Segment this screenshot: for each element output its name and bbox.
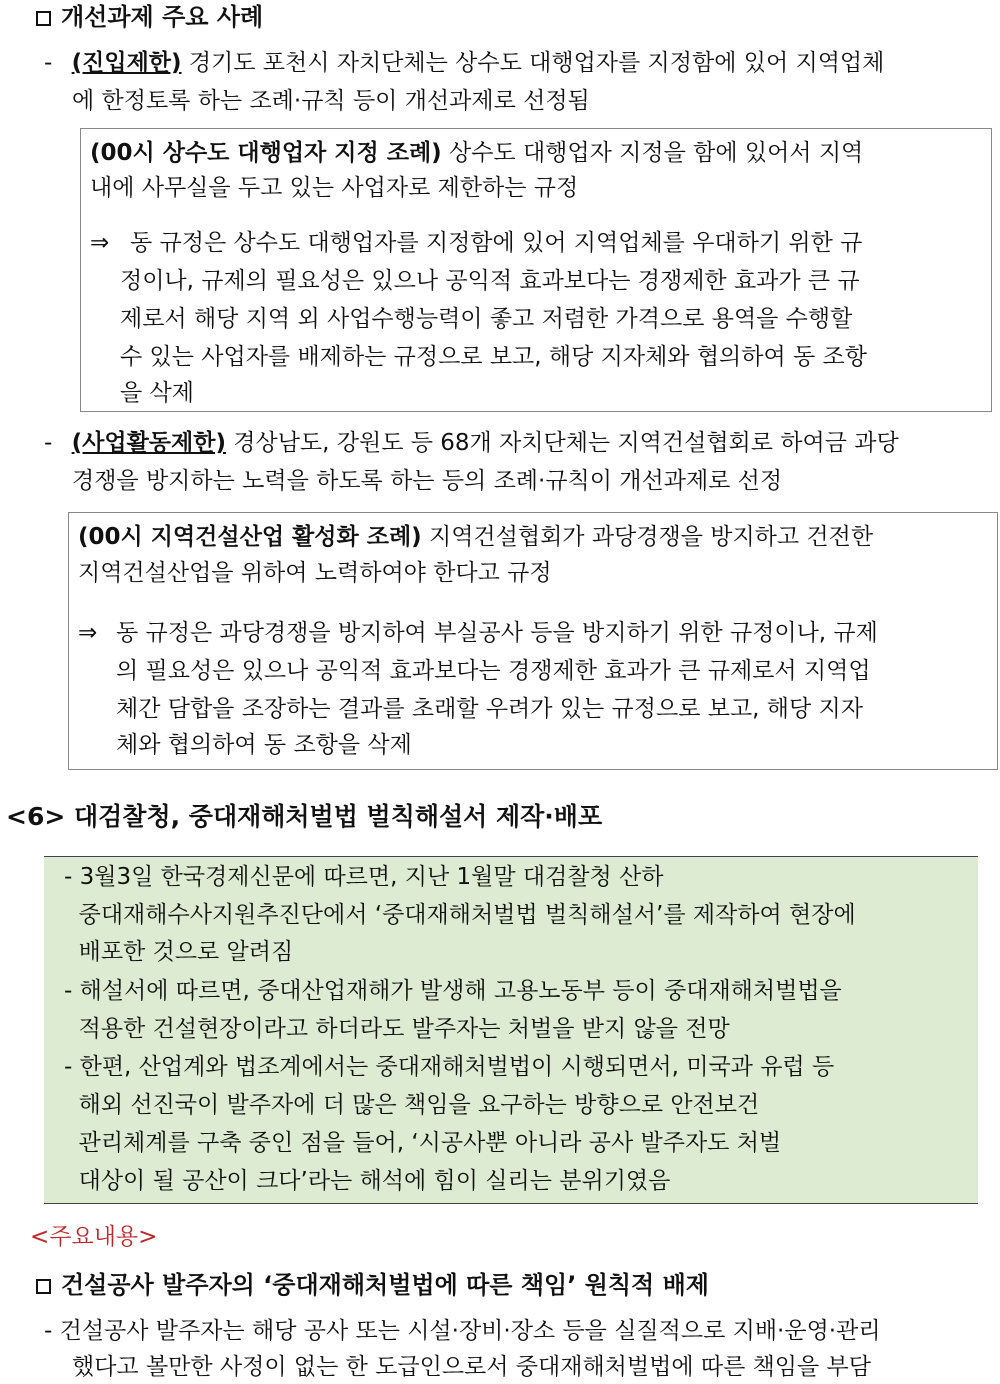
summary-line-6: - 한편, 산업계와 법조계에서는 중대재해처벌법이 시행되면서, 미국과 유럽 등	[64, 1054, 835, 1080]
item2-box-para-1: 동 규정은 과당경쟁을 방지하여 부실공사 등을 방지하기 위한 규정이나, 규제	[116, 620, 878, 646]
item1-box-para-2: 정이나, 규제의 필요성은 있으나 공익적 효과보다는 경쟁제한 효과가 큰 규	[120, 268, 860, 294]
item1-box-line1: (00시 상수도 대행업자 지정 조례) 상수도 대행업자 지정을 함에 있어서 지역	[90, 140, 864, 166]
checkbox-square-icon	[36, 1279, 51, 1294]
item2-box-line1: (00시 지역건설산업 활성화 조례) 지역건설협회가 과당경쟁을 방지하고 건전한	[78, 524, 874, 550]
item2-label: (사업활동제한)	[71, 430, 226, 456]
item1-box-para-5: 을 삭제	[120, 380, 194, 406]
summary-line-1: - 3월3일 한국경제신문에 따르면, 지난 1월말 대검찰청 산하	[64, 864, 664, 890]
summary-line-9: 대상이 될 공산이 크다’라는 해석에 힘이 실리는 분위기였음	[64, 1168, 671, 1194]
summary-line-2: 중대재해수사지원추진단에서 ‘중대재해처벌법 벌칙해설서’를 제작하여 현장에	[64, 902, 856, 928]
item2-line2: 경쟁을 방지하는 노력을 하도록 하는 등의 조례·규칙이 개선과제로 선정	[72, 468, 783, 494]
checkbox-square-icon	[36, 11, 51, 26]
section2-heading: <6> 대검찰청, 중대재해처벌법 벌칙해설서 제작·배포	[6, 802, 603, 831]
item2-box-para-2: 의 필요성은 있으나 공익적 효과보다는 경쟁제한 효과가 큰 규제로서 지역업	[116, 658, 871, 684]
item1-line1: - (진입제한) 경기도 포천시 자치단체는 상수도 대행업자를 지정함에 있어 지역업체	[44, 50, 885, 76]
item2-box-line2: 지역건설산업을 위하여 노력하여야 한다고 규정	[78, 560, 552, 586]
summary-line-4: - 해설서에 따르면, 중대산업재해가 발생해 고용노동부 등이 중대재해처벌법을	[64, 978, 842, 1004]
summary-line-5: 적용한 건설현장이라고 하더라도 발주자는 처벌을 받지 않을 전망	[64, 1016, 730, 1042]
item1-line2: 에 한정토록 하는 조례·규칙 등이 개선과제로 선정됨	[72, 88, 590, 114]
body-line-2: 했다고 볼만한 사정이 없는 한 도급인으로서 중대재해처벌법에 따른 책임을 부담	[72, 1354, 871, 1380]
summary-line-7: 해외 선진국이 발주자에 더 많은 책임을 요구하는 방향으로 안전보건	[64, 1092, 760, 1118]
arrow-icon: ⇒	[90, 230, 110, 256]
item2-line1: - (사업활동제한) 경상남도, 강원도 등 68개 자치단체는 지역건설협회로 하여금 과당	[44, 430, 899, 456]
sub-heading: 건설공사 발주자의 ‘중대재해처벌법에 따른 책임’ 원칙적 배제	[36, 1270, 709, 1300]
summary-line-3: 배포한 것으로 알려짐	[64, 939, 294, 965]
section-heading: 개선과제 주요 사례	[36, 2, 263, 32]
item2-box-para-3: 체간 담합을 조장하는 결과를 초래할 우려가 있는 규정으로 보고, 해당 지자	[116, 696, 863, 722]
item1-box-line2: 내에 사무실을 두고 있는 사업자로 제한하는 규정	[90, 175, 579, 201]
main-content-label: <주요내용>	[30, 1224, 158, 1250]
body-line-1: - 건설공사 발주자는 해당 공사 또는 시설·장비·장소 등을 실질적으로 지배·운영·관리	[44, 1318, 881, 1344]
item1-label: (진입제한)	[71, 50, 182, 76]
summary-line-8: 관리체계를 구축 중인 점을 들어, ‘시공사뿐 아니라 공사 발주자도 처벌	[64, 1130, 782, 1156]
item1-box-para-3: 제로서 해당 지역 외 사업수행능력이 좋고 저렴한 가격으로 용역을 수행할	[120, 306, 853, 332]
item2-box-para-4: 체와 협의하여 동 조항을 삭제	[116, 732, 412, 758]
item1-box-para-4: 수 있는 사업자를 배제하는 규정으로 보고, 해당 지자체와 협의하여 동 조항	[120, 344, 867, 370]
arrow-icon: ⇒	[78, 620, 98, 646]
item1-box-para-1: 동 규정은 상수도 대행업자를 지정함에 있어 지역업체를 우대하기 위한 규	[130, 230, 863, 256]
